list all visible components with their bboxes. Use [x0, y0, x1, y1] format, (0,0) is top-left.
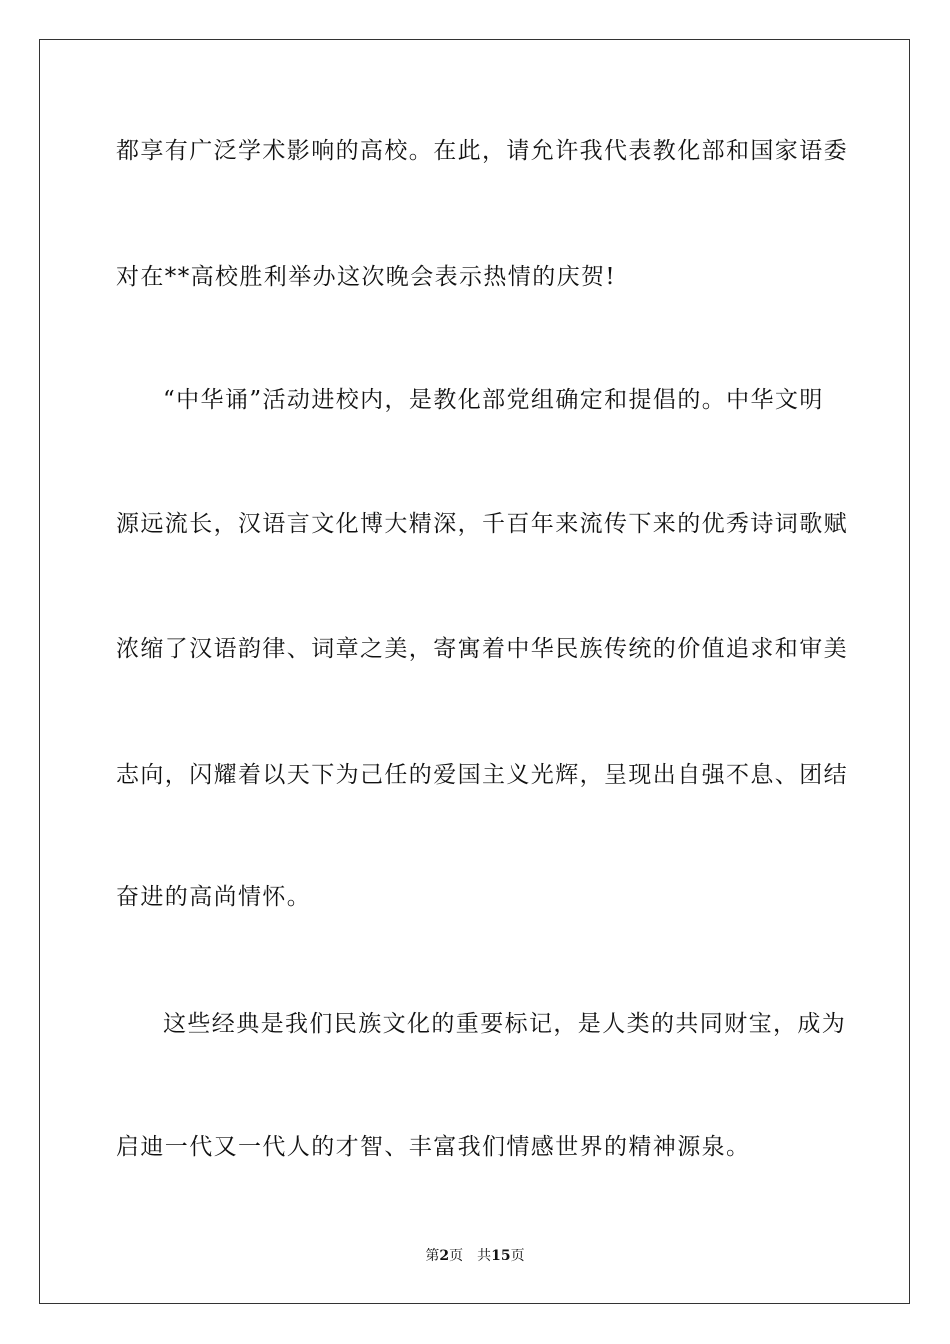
total-pages: 15 — [491, 1248, 511, 1264]
page-border — [39, 39, 910, 1304]
total-suffix: 页 — [510, 1248, 525, 1264]
paragraph-line: 对在**高校胜利举办这次晚会表示热情的庆贺! — [116, 264, 617, 290]
page-footer — [0, 1247, 950, 1265]
total-prefix: 共 — [477, 1248, 492, 1264]
paragraph-line: 奋进的高尚情怀。 — [116, 884, 312, 910]
page-number: 2 — [439, 1248, 450, 1264]
paragraph-line: 志向，闪耀着以天下为己任的爱国主义光辉，呈现出自强不息、团结 — [116, 762, 848, 788]
paragraph-line: 浓缩了汉语韵律、词章之美，寄寓着中华民族传统的价值追求和审美 — [116, 636, 848, 662]
page-prefix: 第 — [425, 1248, 440, 1264]
paragraph-line: 启迪一代又一代人的才智、丰富我们情感世界的精神源泉。 — [116, 1134, 751, 1160]
paragraph-line: 都享有广泛学术影响的高校。在此，请允许我代表教化部和国家语委 — [116, 138, 848, 164]
paragraph-line: 这些经典是我们民族文化的重要标记，是人类的共同财宝，成为 — [163, 1011, 847, 1037]
paragraph-line: “中华诵”活动进校内，是教化部党组确定和提倡的。中华文明 — [163, 387, 824, 413]
page-suffix: 页 — [449, 1248, 464, 1264]
paragraph-line: 源远流长，汉语言文化博大精深，千百年来流传下来的优秀诗词歌赋 — [116, 511, 848, 537]
